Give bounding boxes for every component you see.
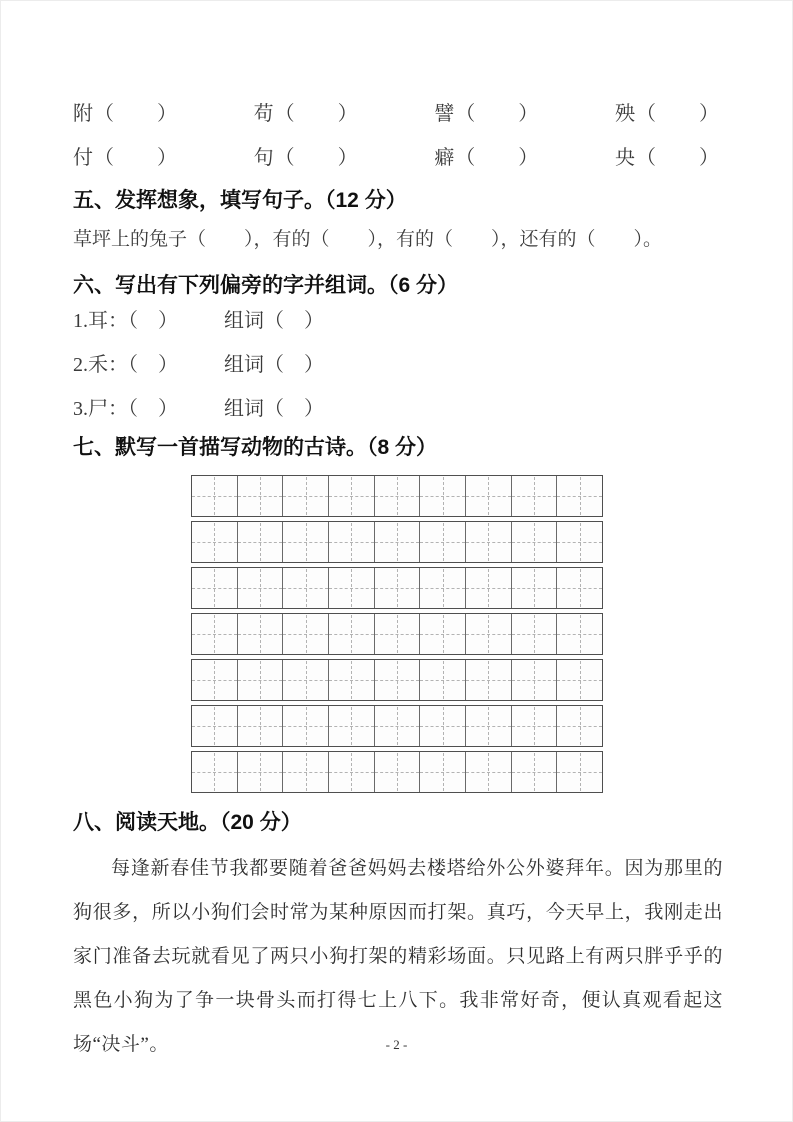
writing-cell [420,522,466,562]
writing-cell [466,522,512,562]
writing-cell [466,752,512,792]
writing-cell [238,752,284,792]
writing-cell [512,614,558,654]
writing-grid-row [191,751,603,793]
writing-cell [420,476,466,516]
writing-cell [420,752,466,792]
word-pair-item: 苟（ ） [253,103,359,125]
writing-grid-row [191,567,603,609]
writing-cell [375,614,421,654]
writing-cell [375,752,421,792]
writing-cell [192,568,238,608]
writing-cell [420,614,466,654]
writing-cell [238,568,284,608]
writing-cell [192,706,238,746]
writing-cell [283,476,329,516]
radical-item [73,398,324,420]
writing-cell [557,752,602,792]
writing-cell [466,660,512,700]
writing-cell [512,660,558,700]
radical-prompt: 1.耳：（ ） [73,310,178,332]
zuci-prompt: 组词（ ） [224,354,324,376]
section-5-sentence: 草坪上的兔子（ ），有的（ ），有的（ ），还有的（ ）。 [73,229,663,250]
zuci-prompt: 组词（ ） [224,310,324,332]
word-pair-item: 句（ ） [253,147,359,169]
writing-cell [238,522,284,562]
writing-cell [512,476,558,516]
word-formation-row [73,145,720,171]
writing-cell [557,660,602,700]
word-pair-item: 付（ ） [73,147,178,169]
writing-cell [329,614,375,654]
section-5-title: 五、发挥想象，填写句子。（12 分） [73,189,407,212]
writing-cell [557,568,602,608]
writing-cell [375,568,421,608]
word-pair-item: 附（ ） [73,103,178,125]
writing-cell [283,522,329,562]
writing-cell [466,568,512,608]
writing-grid-row [191,521,603,563]
writing-cell [283,706,329,746]
writing-cell [329,568,375,608]
radical-item [73,310,324,332]
writing-cell [420,706,466,746]
writing-cell [329,706,375,746]
writing-cell [192,476,238,516]
writing-cell [329,522,375,562]
writing-cell [238,476,284,516]
radical-prompt: 2.禾：（ ） [73,354,178,376]
writing-cell [192,614,238,654]
word-pair-item: 央（ ） [614,147,720,169]
writing-cell [420,568,466,608]
section-6-items [73,310,324,442]
writing-cell [329,752,375,792]
writing-cell [466,706,512,746]
writing-cell [238,614,284,654]
writing-cell [557,706,602,746]
section-7-title: 七、默写一首描写动物的古诗。（8 分） [73,436,438,459]
writing-cell [283,752,329,792]
zuci-prompt: 组词（ ） [224,398,324,420]
writing-grid-row [191,613,603,655]
word-pair-item: 譬（ ） [434,103,540,125]
writing-cell [512,568,558,608]
writing-cell [557,476,602,516]
writing-cell [283,568,329,608]
writing-cell [375,660,421,700]
writing-cell [557,614,602,654]
page-number: - 2 - [385,1037,408,1052]
writing-grid-row [191,705,603,747]
writing-cell [375,476,421,516]
writing-cell [512,522,558,562]
writing-grid [191,475,603,793]
writing-grid-row [191,475,603,517]
word-formation-row [73,101,720,127]
section-6-title: 六、写出有下列偏旁的字并组词。（6 分） [73,274,459,297]
word-pair-item: 癖（ ） [434,147,540,169]
writing-cell [466,614,512,654]
writing-cell [192,522,238,562]
writing-cell [192,660,238,700]
writing-grid-row [191,659,603,701]
writing-cell [283,614,329,654]
section-8-title: 八、阅读天地。（20 分） [73,811,302,834]
writing-cell [283,660,329,700]
writing-cell [192,752,238,792]
writing-cell [375,706,421,746]
radical-item [73,354,324,376]
writing-cell [512,706,558,746]
writing-cell [466,476,512,516]
radical-prompt: 3.尸：（ ） [73,398,178,420]
writing-cell [512,752,558,792]
reading-passage: 每逢新春佳节我都要随着爸爸妈妈去楼塔给外公外婆拜年。因为那里的狗很多，所以小狗们会时常为某种原因而打架。真巧，今天早上，我刚走出家门准备去玩就看见了两只小狗打架的精彩场面。只见路上有两只胖乎乎的黑色小狗为了争一块骨头而打得七上八下。我非常好奇，便认真观看起这场“决斗”。 [73,858,723,1055]
writing-cell [557,522,602,562]
writing-cell [420,660,466,700]
writing-cell [329,660,375,700]
writing-cell [329,476,375,516]
word-pair-item: 殃（ ） [614,103,720,125]
writing-cell [238,660,284,700]
writing-cell [238,706,284,746]
writing-cell [375,522,421,562]
